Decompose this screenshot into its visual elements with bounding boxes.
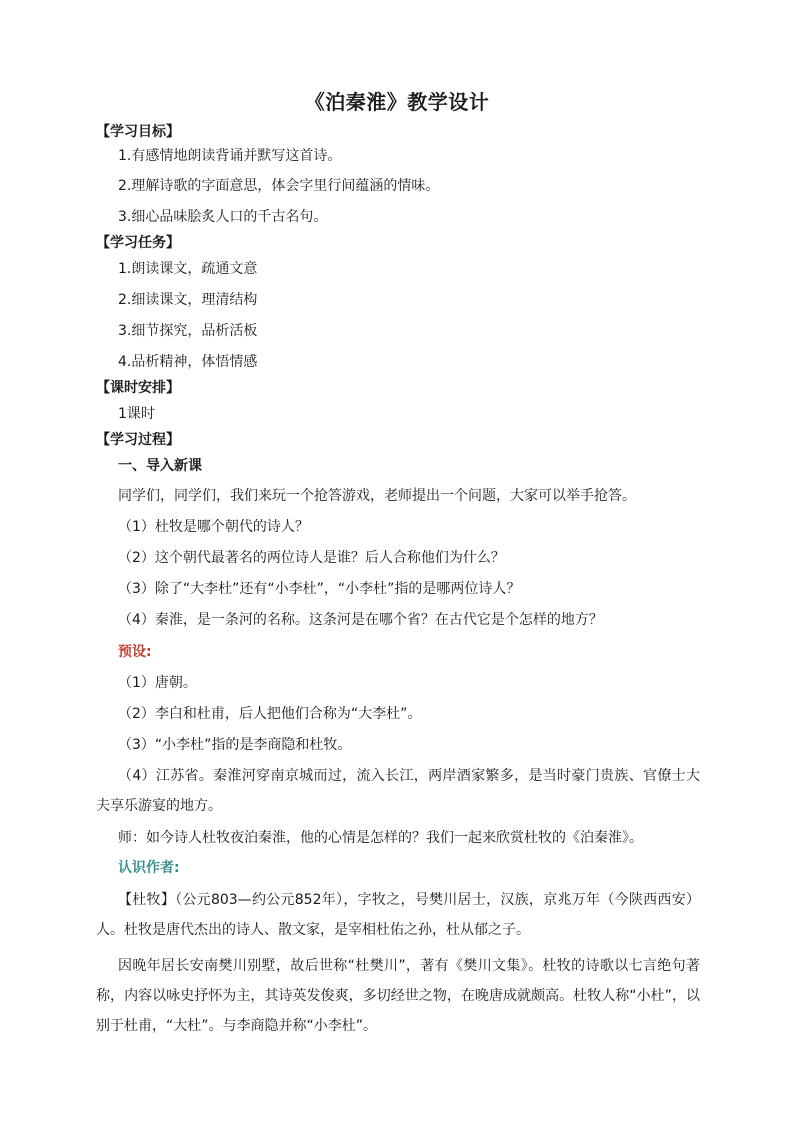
question-item: （2）这个朝代最著名的两位诗人是谁？后人合称他们为什么？ bbox=[118, 550, 505, 566]
section-heading-tasks: 【学习任务】 bbox=[96, 235, 180, 251]
teacher-text: 师：如今诗人杜牧夜泊秦淮，他的心情是怎样的？我们一起来欣赏杜牧的《泊秦淮》。 bbox=[118, 830, 643, 846]
goal-item: 1.有感情地朗读背诵并默写这首诗。 bbox=[118, 148, 342, 164]
section-heading-schedule: 【课时安排】 bbox=[96, 380, 180, 396]
schedule-text: 1课时 bbox=[118, 406, 155, 422]
question-item: （3）除了“大李杜”还有“小李杜”，“小李杜”指的是哪两位诗人？ bbox=[118, 581, 521, 597]
author-paragraph-1: 【杜牧】（公元803—约公元852年），字牧之，号樊川居士，汉族，京兆万年（今陕西西安）人。杜牧是唐代杰出的诗人、散文家，是宰相杜佑之孙，杜从郁之子。 bbox=[96, 892, 700, 938]
section-heading-goals: 【学习目标】 bbox=[96, 124, 180, 140]
question-item: （1）杜牧是哪个朝代的诗人？ bbox=[118, 519, 309, 535]
answer-item: （1）唐朝。 bbox=[118, 675, 197, 691]
goal-item: 2.理解诗歌的字面意思，体会字里行间蕴涵的情味。 bbox=[118, 178, 440, 194]
task-item: 3.细节探究，品析活板 bbox=[118, 323, 258, 339]
answer-paragraph: （4）江苏省。秦淮河穿南京城而过，流入长江，两岸酒家繁多，是当时豪门贵族、官僚士大夫享乐游宴的地方。 bbox=[96, 768, 700, 814]
goal-item: 3.细心品味脍炙人口的千古名句。 bbox=[118, 209, 328, 225]
answer-item: （3）“小李杜”指的是李商隐和杜牧。 bbox=[118, 737, 352, 753]
author-paragraph-2: 因晚年居长安南樊川别墅，故后世称“杜樊川”，著有《樊川文集》。杜牧的诗歌以七言绝句著称，内容以咏史抒怀为主，其诗英发俊爽，多切经世之物，在晚唐成就颇高。杜牧人称“小杜”，以别于杜甫，“大杜”。与李商隐并称“小李杜”。 bbox=[96, 958, 700, 1034]
step-heading-intro: 一、导入新课 bbox=[118, 458, 202, 474]
task-item: 1.朗读课文，疏通文意 bbox=[118, 261, 258, 277]
task-item: 2.细读课文，理清结构 bbox=[118, 292, 258, 308]
author-label: 认识作者: bbox=[118, 860, 180, 876]
section-heading-process: 【学习过程】 bbox=[96, 432, 180, 448]
task-item: 4.品析精神，体悟情感 bbox=[118, 354, 258, 370]
question-item: （4）秦淮，是一条河的名称。这条河是在哪个省？在古代它是个怎样的地方？ bbox=[118, 612, 603, 628]
preset-label: 预设: bbox=[118, 644, 152, 660]
answer-item: （2）李白和杜甫，后人把他们合称为“大李杜”。 bbox=[118, 706, 422, 722]
page-title: 《泊秦淮》教学设计 bbox=[304, 90, 490, 114]
intro-text: 同学们，同学们，我们来玩一个抢答游戏，老师提出一个问题，大家可以举手抢答。 bbox=[118, 488, 636, 504]
